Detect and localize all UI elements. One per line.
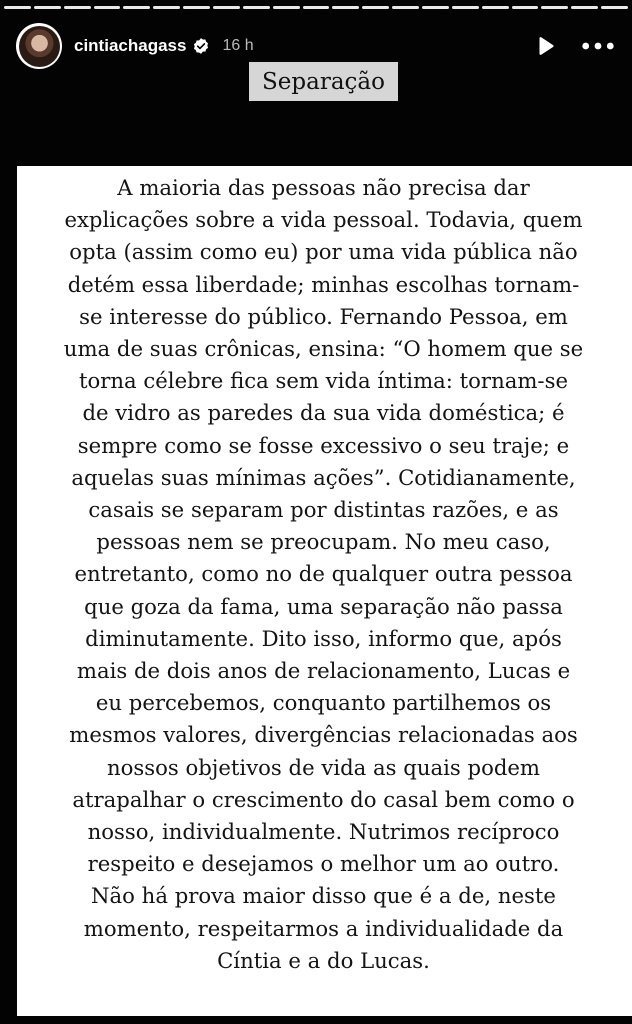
progress-segment xyxy=(392,6,419,9)
post-title: Separação xyxy=(249,62,398,101)
progress-segment xyxy=(183,6,210,9)
progress-segment xyxy=(273,6,300,9)
username[interactable]: cintiachagass xyxy=(74,36,187,55)
progress-segment xyxy=(4,6,31,9)
progress-segment xyxy=(34,6,61,9)
progress-segment xyxy=(482,6,509,9)
avatar[interactable] xyxy=(16,23,62,69)
progress-segment xyxy=(303,6,330,9)
progress-segment xyxy=(452,6,479,9)
story-progress-bar xyxy=(4,6,628,9)
progress-segment xyxy=(362,6,389,9)
progress-segment xyxy=(332,6,359,9)
progress-segment xyxy=(243,6,270,9)
play-icon[interactable] xyxy=(530,31,560,61)
progress-segment xyxy=(422,6,449,9)
post-time: 16 h xyxy=(222,37,254,54)
progress-segment xyxy=(213,6,240,9)
avatar-photo xyxy=(19,26,60,67)
progress-segment xyxy=(64,6,91,9)
progress-segment xyxy=(512,6,539,9)
progress-segment xyxy=(94,6,121,9)
progress-segment xyxy=(571,6,598,9)
progress-segment xyxy=(601,6,628,9)
verified-badge-icon xyxy=(192,37,210,55)
post-body-text: A maioria das pessoas não precisa dar explicações sobre a vida pessoal. Todavia, quem opta (assim como eu) por uma vida pública não detém essa liberdade; minhas escolhas tornam- se interesse do público. Fernando Pessoa, em uma de suas crônicas, ensina: “O homem que se torna célebre fica sem vida íntima: tornam-se de vidro as paredes da sua vida doméstica; é sempre como se fosse excessivo o seu traje; e aquelas suas mínimas ações”. Cotidianamente, casais se separam por distintas razões, e as pessoas nem se preocupam. No meu caso, entretanto, como no de qualquer outra pessoa que goza da fama, uma separação não passa diminutamente. Dito isso, informo que, após mais de dois anos de relacionamento, Lucas e eu percebemos, conquanto partilhemos os mesmos valores, divergências relacionadas aos nossos objetivos de vida as quais podem atrapalhar o crescimento do casal bem como o nosso, individualmente. Nutrimos recíproco respeito e desejamos o melhor um ao outro. Não há prova maior disso que é a de, neste momento, respeitarmos a individualidade da Cíntia e a do Lucas. xyxy=(63,175,584,973)
text-card xyxy=(17,166,632,1016)
progress-segment xyxy=(153,6,180,9)
progress-segment xyxy=(541,6,568,9)
more-horizontal-icon[interactable] xyxy=(578,31,618,61)
progress-segment xyxy=(123,6,150,9)
